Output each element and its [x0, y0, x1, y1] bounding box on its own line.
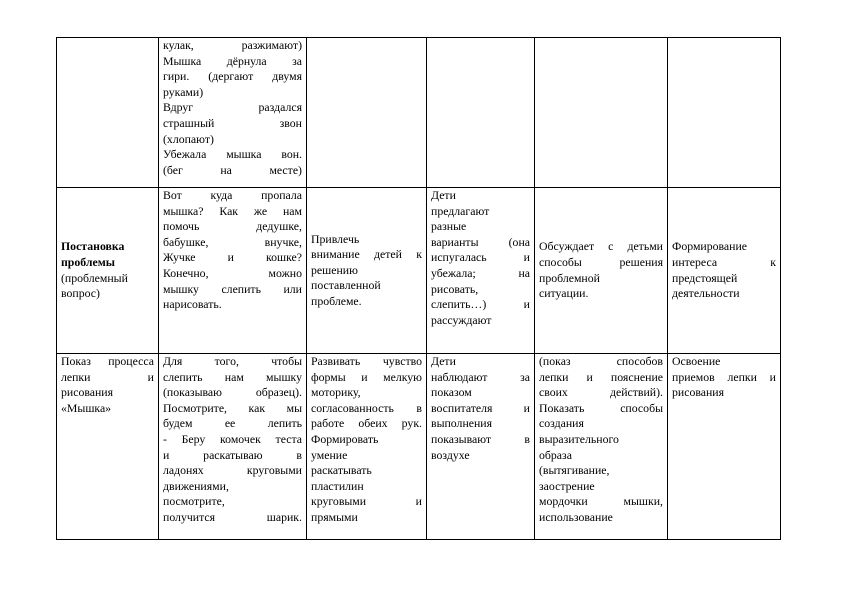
cell-text-line: Освоение: [672, 354, 721, 368]
cell-text-line: решению: [311, 262, 358, 277]
cell-text-line: слепить нам мышку: [163, 369, 302, 384]
cell-text-line: своих действий).: [539, 385, 663, 400]
cell-text-line: образа: [539, 447, 572, 462]
cell-text-line: согласованность в: [311, 400, 422, 415]
goal-cell: [307, 354, 427, 540]
cell-text-line: показывают в: [431, 431, 530, 446]
cell-text-line: будем ее лепить: [163, 416, 302, 431]
cell-text-line: использование: [539, 509, 613, 524]
cell-text-line: и раскатываю в: [163, 447, 302, 462]
cell-text-line: Показ процесса: [61, 354, 154, 368]
cell-text-line: прямыми: [311, 509, 358, 524]
cell-text-line: (проблемный: [61, 270, 128, 285]
cell-text-line: проблеме.: [311, 293, 362, 308]
cell-text-line: страшный звон: [163, 115, 302, 130]
cell-text-line: воспитателя и: [431, 400, 530, 415]
cell-text-line: выполнения: [431, 416, 493, 431]
cell-text-line: (вытягивание,: [539, 463, 610, 478]
cell-text-line: поставленной: [311, 278, 381, 293]
cell-text-line: мышку слепить или: [163, 281, 302, 296]
cell-text-line: внимание детей к: [311, 247, 422, 262]
children-activity-cell: [427, 188, 535, 354]
cell-text-line: (показываю образец).: [163, 385, 302, 400]
teacher-speech-cell: [159, 188, 307, 354]
teacher-activity-cell: [535, 38, 668, 188]
cell-text-line: круговыми и: [311, 494, 422, 509]
lesson-plan-table: [56, 37, 781, 540]
cell-text-line: рисования: [672, 385, 725, 400]
table-row: [57, 38, 781, 188]
cell-text-line: Конечно, можно: [163, 265, 302, 280]
cell-text-line: помочь дедушке,: [163, 219, 302, 234]
cell-text-line: ситуации.: [539, 286, 589, 301]
cell-text-line: лепки и: [61, 369, 154, 384]
teacher-speech-cell: [159, 354, 307, 540]
cell-text-line: способы решения: [539, 254, 663, 269]
cell-text-line: движениями,: [163, 478, 229, 493]
cell-text-line: кулак, разжимают): [163, 38, 302, 52]
cell-text-line: вопрос): [61, 286, 100, 301]
cell-text-line: Мышка дёрнула за: [163, 53, 302, 68]
cell-text-line: получится шарик.: [163, 509, 302, 524]
cell-text-line: рисования: [61, 385, 114, 400]
goal-cell: [307, 188, 427, 354]
cell-text-line: заострение: [539, 478, 595, 493]
cell-text-line: Вот куда пропала: [163, 188, 302, 202]
cell-text-line: разные: [431, 219, 467, 234]
cell-text-line: рассуждают: [431, 312, 492, 327]
cell-text-line: убежала; на: [431, 265, 530, 280]
cell-text-line: формы и мелкую: [311, 369, 422, 384]
cell-text-line: создания: [539, 416, 584, 431]
cell-text-line: мордочки мышки,: [539, 494, 663, 509]
cell-text-line: деятельности: [672, 286, 740, 301]
result-cell: [668, 38, 781, 188]
cell-text-line: выразительного: [539, 431, 619, 446]
cell-text-line: нарисовать.: [163, 297, 222, 312]
table-row: [57, 188, 781, 354]
cell-text-line: Привлечь: [311, 231, 360, 246]
cell-text-line: Формировать: [311, 431, 379, 446]
stage-cell: [57, 188, 159, 354]
children-activity-cell: [427, 354, 535, 540]
cell-text-line: Жучке и кошке?: [163, 250, 302, 265]
goal-cell: [307, 38, 427, 188]
cell-text-line: рисовать,: [431, 281, 479, 296]
cell-text-line: приемов лепки и: [672, 369, 776, 384]
cell-text-line: Убежала мышка вон.: [163, 147, 302, 162]
teacher-activity-cell: [535, 354, 668, 540]
cell-text-line: интереса к: [672, 254, 776, 269]
table-row: [57, 354, 781, 540]
cell-text-line: наблюдают за: [431, 369, 530, 384]
cell-text-line: Формирование: [672, 239, 748, 254]
cell-text-line: испугалась и: [431, 250, 530, 265]
teacher-speech-cell: [159, 38, 307, 188]
cell-text-line: - Беру комочек теста: [163, 431, 302, 446]
cell-text-line: Посмотрите, как мы: [163, 400, 302, 415]
cell-text-line: проблемы: [61, 254, 115, 269]
teacher-activity-cell: [535, 188, 668, 354]
result-cell: [668, 188, 781, 354]
cell-text-line: Для того, чтобы: [163, 354, 302, 368]
cell-text-line: умение: [311, 447, 348, 462]
cell-text-line: работе обеих рук.: [311, 416, 422, 431]
cell-text-line: «Мышка»: [61, 400, 112, 415]
cell-text-line: Обсуждает с детьми: [539, 239, 663, 254]
cell-text-line: ладонях круговыми: [163, 463, 302, 478]
cell-text-line: Постановка: [61, 239, 125, 254]
cell-text-line: Дети: [431, 354, 456, 368]
cell-text-line: мышка? Как же нам: [163, 203, 302, 218]
cell-text-line: руками): [163, 84, 204, 99]
children-activity-cell: [427, 38, 535, 188]
stage-cell: [57, 38, 159, 188]
cell-text-line: лепки и пояснение: [539, 369, 663, 384]
cell-text-line: Вдруг раздался: [163, 100, 302, 115]
cell-text-line: (бег на месте): [163, 162, 302, 177]
cell-text-line: Дети: [431, 188, 456, 202]
cell-text-line: воздухе: [431, 447, 470, 462]
cell-text-line: гири. (дергают двумя: [163, 69, 302, 84]
cell-text-line: пластилин: [311, 478, 364, 493]
cell-text-line: раскатывать: [311, 463, 372, 478]
cell-text-line: предстоящей: [672, 270, 738, 285]
cell-text-line: посмотрите,: [163, 494, 225, 509]
cell-text-line: проблемной: [539, 270, 600, 285]
cell-text-line: Показать способы: [539, 400, 663, 415]
cell-text-line: слепить…) и: [431, 297, 530, 312]
cell-text-line: (хлопают): [163, 131, 214, 146]
cell-text-line: Развивать чувство: [311, 354, 422, 368]
cell-text-line: предлагают: [431, 203, 490, 218]
cell-text-line: моторику,: [311, 385, 361, 400]
cell-text-line: варианты (она: [431, 234, 530, 249]
result-cell: [668, 354, 781, 540]
stage-cell: [57, 354, 159, 540]
cell-text-line: (показ способов: [539, 354, 663, 368]
cell-text-line: бабушке, внучке,: [163, 234, 302, 249]
cell-text-line: показом: [431, 385, 472, 400]
